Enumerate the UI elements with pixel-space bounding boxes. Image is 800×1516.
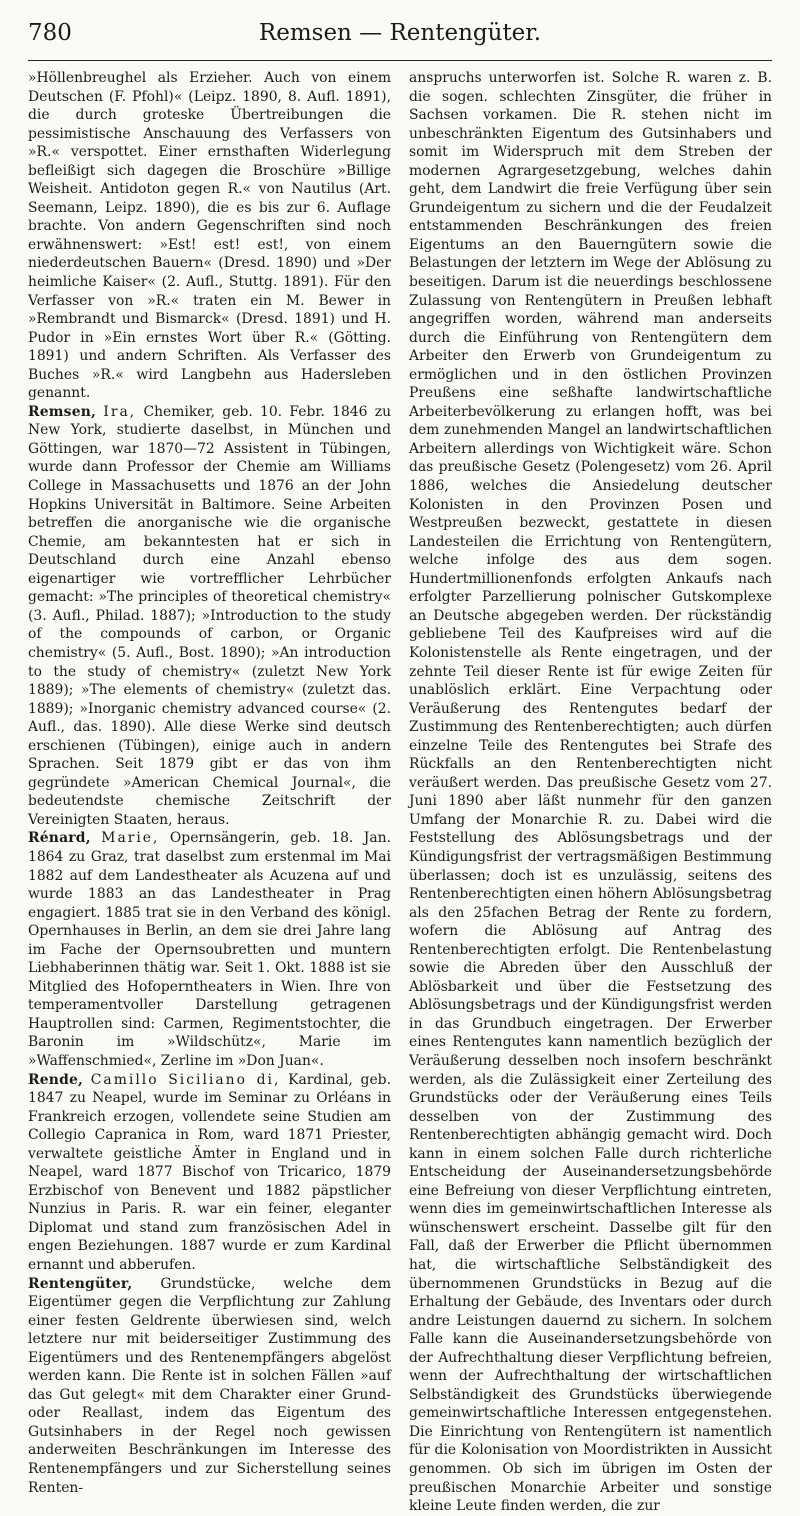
dictionary-entry [28, 1275, 391, 1498]
dictionary-entry [28, 1071, 391, 1275]
dictionary-entry [28, 829, 391, 1070]
entry-body-text: Kardinal, geb. 1847 zu Neapel, wurde im Seminar zu Orléans in Frankreich erzogen, vollendete seine Studien am Collegio Capranica in Rom, ward 1871 Priester, verwaltete geistliche Ämter in England und in Neapel, ward 1877 Bischof von Tricarico, 1879 Erzbischof von Benevent und 1882 päpstlicher Nunzius in Paris. R. war ein feiner, eleganter Diplomat und stand zum französischen Adel in engen Beziehungen. 1887 wurde er zum Kardinal ernannt und abberufen. [28, 1071, 391, 1273]
dictionary-entry [409, 69, 772, 1516]
entry-headword: Rende, [28, 1071, 84, 1088]
entry-given-name: Camillo Siciliano di, [90, 1071, 281, 1088]
dictionary-entry [28, 403, 391, 830]
entry-body-text: anspruchs unterworfen ist. Solche R. waren z. B. die sogen. schlechten Zinsgüter, die früher in Sachsen vorkamen. Die R. stehen nicht im unbeschränkten Eigentum des Gutsinhabers und somit im Widerspruch mit dem Streben der modernen Agrargesetzgebung, welches dahin geht, dem Landwirt die freie Verfügung über sein Grundeigentum zu sichern und die der Feudalzeit entstammenden Beschränkungen des freien Eigentums an den Bauerngütern sowie die Belastungen der letztern im Wege der Ablösung zu beseitigen. Darum ist die neuerdings beschlossene Zulassung von Rentengütern in Preußen lebhaft angegriffen worden, während man anderseits durch die Einführung von Rentengütern dem Arbeiter den Erwerb von Grundeigentum zu ermöglichen und in den östlichen Provinzen Preußens eine seßhafte landwirtschaftliche Arbeiterbevölkerung zu erlangen hofft, was bei dem zunehmenden Mangel an landwirtschaftlichen Arbeitern allerdings von Wichtigkeit wäre. Schon das preußische Gesetz (Polengesetz) vom 26. April 1886, welches die Ansiedelung deutscher Kolonisten in den Provinzen Posen und Westpreußen bezweckt, gestattete in diesen Landesteilen die Errichtung von Rentengütern, welche infolge des aus dem sogen. Hundertmillionenfonds erfolgten Ankaufs nach erfolgter Parzellierung polnischer Gutskomplexe an Deutsche abgegeben werden. Der rückständig gebliebene Teil des Kaufpreises wird auf die Kolonistenstelle als Rente eingetragen, und der zehnte Teil dieser Rente ist für ewige Zeiten für unablöslich erklärt. Eine Verpachtung oder Veräußerung des Rentengutes bedarf der Zustimmung des Rentenberechtigten; auch dürfen einzelne Teile des Rentengutes bei Strafe des Rückfalls an den Rentenberechtigten nicht veräußert werden. Das preußische Gesetz vom 27. Juni 1890 aber läßt nunmehr für den ganzen Umfang der Monarchie R. zu. Dabei wird die Feststellung des Ablösungsbetrags und der Kündigungsfrist der vertragsmäßigen Bestimmung überlassen; doch ist es unzulässig, seitens des Rentenberechtigten einen höhern Ablösungsbetrag als den 25fachen Betrag der Rente zu fordern, wofern die Ablösung auf Antrag des Rentenberechtigten erfolgt. Die Rentenbelastung sowie die Abreden über den Ausschluß der Ablösbarkeit und über die Festsetzung des Ablösungsbetrags und der Kündigungsfrist werden in das Grundbuch eingetragen. Der Erwerber eines Rentengutes kann namentlich bezüglich der Veräußerung desselben noch insofern beschränkt werden, als die Zulässigkeit einer Zerteilung des Grundstücks oder der Veräußerung eines Teils desselben von der Zustimmung des Rentenberechtigten abhängig gemacht wird. Doch kann in einem solchen Falle durch richterliche Entscheidung der Auseinandersetzungsbehörde eine Befreiung von dieser Verpflichtung eintreten, wenn dies im gemeinwirtschaftlichen Interesse als wünschenswert erscheint. Dasselbe gilt für den Fall, daß der Erwerber die Pflicht übernommen hat, die wirtschaftliche Selbständigkeit des übernommenen Grundstücks in Bezug auf die Erhaltung der Gebäude, des Inventars oder durch andre Leistungen dauernd zu sichern. In solchem Falle kann die Auseinandersetzungsbehörde von der Aufrechthaltung dieser Verpflichtung befreien, wenn der Aufrechthaltung der wirtschaftlichen Selbständigkeit des Grundstücks überwiegende gemeinwirtschaftliche Interessen entgegenstehen. Die Einrichtung von Rentengütern ist namentlich für die Kolonisation von Moordistrikten in Aussicht genommen. Ob sich im übrigen im Osten der preußischen Monarchie Arbeiter und sonstige kleine Leute finden werden, die zur [409, 70, 772, 1515]
page-number: 780 [28, 20, 72, 46]
right-column [409, 69, 772, 1516]
entry-headword: Remsen, [28, 403, 97, 420]
entry-body-text: Opernsängerin, geb. 18. Jan. 1864 zu Graz, trat daselbst zum erstenmal im Mai 1882 auf dem Landestheater als Acuzena auf und wurde 1883 an das Landestheater in Prag engagiert. 1885 trat sie in den Verband des königl. Opernhauses in Berlin, an dem sie drei Jahre lang im Fache der Opernsoubretten und muntern Liebhaberinnen thätig war. Seit 1. Okt. 1888 ist sie Mitglied des Hofoperntheaters in Wien. Ihre von temperamentvoller Darstellung getragenen Hauptrollen sind: Carmen, Regimentstochter, die Baronin im »Wildschütz«, Marie im »Waffenschmied«, Zerline im »Don Juan«. [28, 830, 392, 1069]
entry-given-name: Marie, [101, 830, 160, 847]
entry-body-text: Grundstücke, welche dem Eigentümer gegen die Verpflichtung zur Zahlung einer festen Geldrente überwiesen sind, welch letztere nur mit beiderseitiger Zustimmung des Eigentümers und des Rentenempfängers abgelöst werden kann. Die Rente ist in solchen Fällen »auf das Gut gelegt« mit dem Charakter einer Grund- oder Reallast, indem das Eigentum des Gutsinhabers in der Regel noch gewissen anderweiten Beschränkungen im Interesse des Rentenempfängers und zur Sicherstellung seines Renten- [28, 1275, 391, 1496]
dictionary-entry [28, 69, 391, 403]
entry-body-text: Chemiker, geb. 10. Febr. 1846 zu New York, studierte daselbst, in München und Göttingen, war 1870—72 Assistent in Tübingen, wurde dann Professor der Chemie am Williams College in Massachusetts und 1876 an der John Hopkins Universität in Baltimore. Seine Arbeiten betreffen die anorganische wie die organische Chemie, am bekanntesten hat er sich in Deutschland durch eine Anzahl ebenso eigenartiger wie vortrefflicher Lehrbücher gemacht: »The principles of theoretical chemistry« (3. Aufl., Philad. 1887); »Introduction to the study of the compounds of carbon, or Organic chemistry« (5. Aufl., Bost. 1890); »An introduction to the study of chemistry« (zuletzt New York 1889); »The elements of chemistry« (zuletzt das. 1889); »Inorganic chemistry advanced course« (2. Aufl., das. 1890). Alle diese Werke sind deutsch erschienen (Tübingen), einige auch in andern Sprachen. Seit 1879 gibt er das von ihm gegründete »American Chemical Journal«, die bedeutendste chemische Zeitschrift der Vereinigten Staaten, heraus. [28, 403, 392, 828]
entry-headword: Rentengüter, [28, 1275, 133, 1292]
page-header [28, 20, 772, 61]
entry-body-text: »Höllenbreughel als Erzieher. Auch von einem Deutschen (F. Pfohl)« (Leipz. 1890, 8. Aufl. 1891), die durch groteske Übertreibungen die pessimistische Anschauung des Verfassers von »R.« verspottet. Einer ernsthaften Widerlegung befleißigt sich dagegen die Broschüre »Billige Weisheit. Antidoton gegen R.« von Nautilus (Art. Seemann, Leipz. 1890), die es bis zur 6. Auflage brachte. Von andern Gegenschriften sind noch erwähnenswert: »Est! est! est!, von einem niederdeutschen Bauern« (Dresd. 1890) und »Der heimliche Kaiser« (2. Aufl., Stuttg. 1891). Für den Verfasser von »R.« traten ein M. Bewer in »Rembrandt und Bismarck« (Dresd. 1891) und H. Pudor in »Ein ernstes Wort über R.« (Götting. 1891) und andern Schriften. Als Verfasser des Buches »R.« wird Langbehn aus Hadersleben genannt. [28, 70, 391, 402]
text-columns [28, 69, 772, 1516]
left-column [28, 69, 391, 1516]
entry-headword: Rénard, [28, 830, 91, 847]
entry-given-name: Ira, [103, 403, 137, 420]
running-title: Remsen — Rentengüter. [258, 20, 542, 46]
